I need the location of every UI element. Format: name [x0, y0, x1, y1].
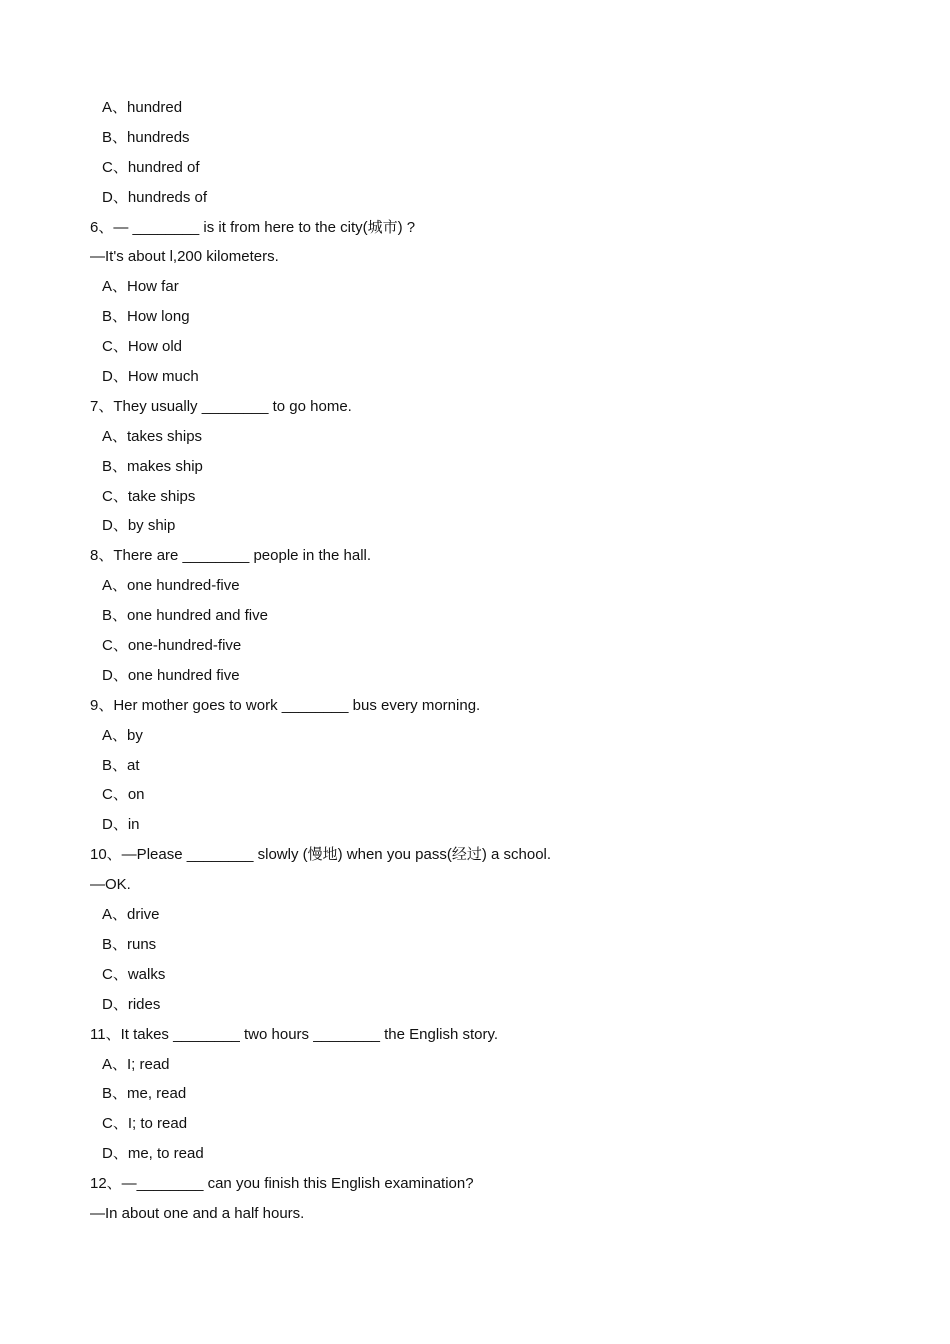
dialogue-line: —OK.: [90, 876, 131, 894]
answer-option: D、one hundred five: [102, 666, 240, 684]
answer-option: B、runs: [102, 935, 157, 953]
answer-option: D、by ship: [102, 517, 176, 535]
answer-option: B、one hundred and five: [102, 607, 268, 625]
question-list: [90, 93, 870, 1229]
answer-option: D、in: [102, 816, 140, 834]
answer-option: B、hundreds: [102, 128, 190, 146]
answer-option: D、How much: [102, 368, 199, 386]
question-text: 6、— ________ is it from here to the city(城市) ?: [90, 218, 416, 236]
answer-option: D、me, to read: [102, 1145, 204, 1163]
answer-option: A、How far: [102, 278, 179, 296]
answer-option: B、makes ship: [102, 457, 203, 475]
answer-option: B、How long: [102, 308, 190, 326]
answer-option: C、one-hundred-five: [102, 637, 242, 655]
answer-option: A、one hundred-five: [102, 577, 240, 595]
question-text: 9、Her mother goes to work ________ bus every morning.: [90, 696, 481, 714]
answer-option: C、How old: [102, 338, 183, 356]
answer-option: A、by: [102, 726, 143, 744]
question-text: 7、They usually ________ to go home.: [90, 397, 352, 415]
answer-option: C、I; to read: [102, 1115, 188, 1133]
answer-option: C、on: [102, 786, 145, 804]
answer-option: C、hundred of: [102, 158, 200, 176]
dialogue-line: —It's about l,200 kilometers.: [90, 248, 279, 266]
question-text: 10、—Please ________ slowly (慢地) when you pass(经过) a school.: [90, 846, 552, 864]
question-text: 8、There are ________ people in the hall.: [90, 547, 372, 565]
answer-option: D、hundreds of: [102, 188, 208, 206]
answer-option: C、walks: [102, 965, 166, 983]
answer-option: B、me, read: [102, 1085, 187, 1103]
answer-option: A、hundred: [102, 99, 183, 116]
answer-option: C、take ships: [102, 487, 196, 505]
answer-option: A、takes ships: [102, 427, 203, 445]
answer-option: D、rides: [102, 995, 161, 1013]
answer-option: A、I; read: [102, 1055, 170, 1073]
answer-option: A、drive: [102, 906, 160, 924]
answer-option: B、at: [102, 756, 140, 774]
dialogue-line: —In about one and a half hours.: [90, 1204, 305, 1222]
question-text: 12、—________ can you finish this English examination?: [90, 1175, 474, 1193]
question-text: 11、It takes ________ two hours ________ the English story.: [90, 1025, 499, 1043]
